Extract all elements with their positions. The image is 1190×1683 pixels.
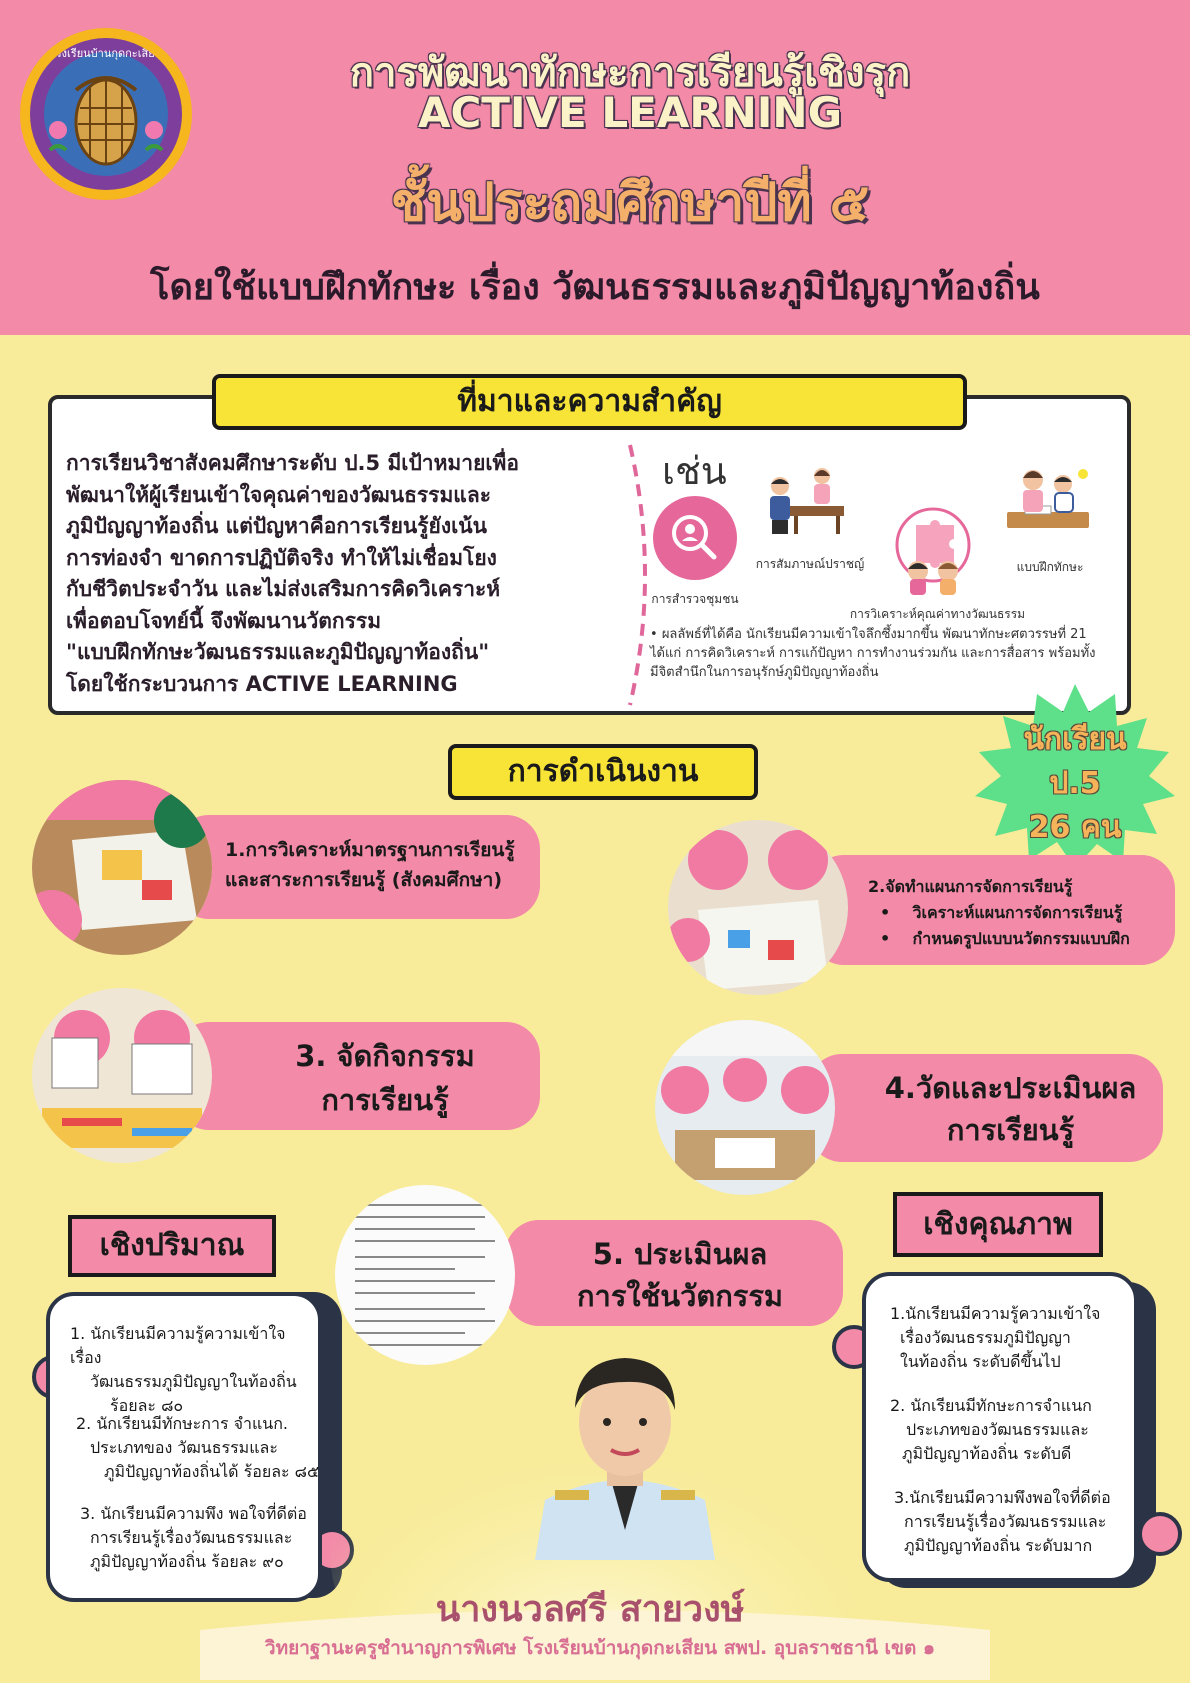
puzzle-icon <box>888 505 978 597</box>
process-section-title: การดำเนินงาน <box>448 744 758 800</box>
item-line: ประเภทของ วัฒนธรรมและ <box>90 1438 278 1457</box>
step-2-bullet: • กำหนดรูปแบบนวัตกรรมแบบฝึก <box>880 929 1130 948</box>
practice-icon <box>1003 462 1093 540</box>
step-2-title: 2.จัดทำแผนการจัดการเรียนรู้ <box>868 877 1073 896</box>
teacher-photo <box>515 1330 735 1560</box>
item-line: ในท้องถิ่น ระดับดีขึ้นไป <box>900 1352 1061 1371</box>
subtitle: โดยใช้แบบฝึกทักษะ เรื่อง วัฒนธรรมและภูมิปัญญาท้องถิ่น <box>150 267 1040 308</box>
example-caption: แบบฝึกทักษะ <box>1016 560 1084 574</box>
quantitative-item <box>80 1502 330 1574</box>
example-practice <box>1003 462 1095 542</box>
background-line: "แบบฝึกทักษะวัฒนธรรมและภูมิปัญญาท้องถิ่น" <box>66 640 490 664</box>
badge-line: 26 คน <box>1028 810 1122 845</box>
result-text: ผลลัพธ์ที่ได้คือ นักเรียนมีความเข้าใจลึกซึ้งมากขึ้น พัฒนาทักษะศตวรรษที่ 21 ได้แก่ การคิดวิเคราะห์ การแก้ปัญหา การทำงานร่วมกัน และการสื่อสาร พร้อมทั้งมีจิตสำนึกในการอนุรักษ์ภูมิปัญญาท้องถิ่น <box>650 627 1096 680</box>
step-5-line-1: 5. ประเมินผล <box>592 1237 768 1271</box>
students-activity-photo <box>32 988 212 1163</box>
qualitative-tab-icon <box>1138 1512 1182 1556</box>
background-line: พัฒนาให้ผู้เรียนเข้าใจคุณค่าของวัฒนธรรมและ <box>66 482 491 507</box>
teacher-position: วิทยาฐานะครูชำนาญการพิเศษ โรงเรียนบ้านกุดกะเสียน สพป. อุบลราชธานี เขต ๑ <box>264 1637 936 1659</box>
students-assessment-photo <box>655 1020 835 1195</box>
step-5-pill <box>505 1220 843 1326</box>
qualitative-item <box>890 1302 1140 1374</box>
title-line-3: ชั้นประถมศึกษาปีที่ ๕ <box>390 173 870 233</box>
background-section-title: ที่มาและความสำคัญ <box>212 374 967 430</box>
title-line-2: ACTIVE LEARNING <box>417 88 843 137</box>
step-2-pill <box>810 855 1175 965</box>
item-line: 1. นักเรียนมีความรู้ความเข้าใจ เรื่อง <box>70 1324 286 1367</box>
quantitative-item <box>70 1322 320 1418</box>
example-community-survey <box>652 495 742 605</box>
step-4-line-1: 4.วัดและประเมินผล <box>884 1071 1137 1105</box>
search-person-icon <box>652 495 738 581</box>
item-line: 2. นักเรียนมีทักษะการ จำแนก. <box>76 1414 289 1433</box>
school-logo-emblem <box>30 38 182 190</box>
badge-line: ป.5 <box>1049 766 1101 801</box>
item-line: 3. นักเรียนมีความพึง พอใจที่ดีต่อ <box>80 1504 307 1523</box>
badge-line: นักเรียน <box>1023 722 1127 757</box>
step-1-line-2: และสาระการเรียนรู้ (สังคมศึกษา) <box>225 869 503 891</box>
example-caption: การวิเคราะห์คุณค่าทางวัฒนธรรม <box>849 607 1026 621</box>
item-line: ภูมิปัญญาท้องถิ่นได้ ร้อยละ ๘๕ <box>104 1462 320 1481</box>
item-line: การเรียนรู้เรื่องวัฒนธรรมและ <box>904 1512 1107 1531</box>
quantitative-item <box>76 1412 326 1484</box>
background-line: โดยใช้กระบวนการ ACTIVE LEARNING <box>66 671 458 696</box>
background-line: การเรียนวิชาสังคมศึกษาระดับ ป.5 มีเป้าหมายเพื่อ <box>66 451 520 475</box>
badge-text <box>985 718 1165 850</box>
students-planning-photo <box>668 820 848 995</box>
step-4-line-2: การเรียนรู้ <box>946 1113 1075 1147</box>
item-line: 1.นักเรียนมีความรู้ความเข้าใจ <box>890 1304 1101 1323</box>
example-culture-analysis <box>888 505 978 600</box>
title-line-1: การพัฒนาทักษะการเรียนรู้เชิงรุก <box>349 50 911 96</box>
quantitative-title: เชิงปริมาณ <box>68 1215 276 1277</box>
teacher-portrait <box>515 1330 735 1560</box>
students-drawing-photo <box>32 780 212 955</box>
qualitative-card <box>862 1272 1138 1582</box>
background-line: กับชีวิตประจำวัน และไม่ส่งเสริมการคิดวิเคราะห์ <box>66 577 501 601</box>
step-4-photo <box>655 1020 835 1195</box>
interview-icon <box>762 462 846 538</box>
item-line: ร้อยละ ๘๐ <box>110 1396 184 1415</box>
item-line: 3.นักเรียนมีความพึงพอใจที่ดีต่อ <box>894 1488 1111 1507</box>
result-bullet <box>650 625 1100 682</box>
step-1-pill <box>175 815 540 919</box>
item-line: เรื่องวัฒนธรรมภูมิปัญญา <box>900 1328 1071 1347</box>
step-3-photo <box>32 988 212 1163</box>
step-5-line-2: การใช้นวัตกรรม <box>576 1279 784 1313</box>
item-line: วัฒนธรรมภูมิปัญญาในท้องถิ่น <box>90 1372 297 1391</box>
qualitative-item <box>890 1394 1140 1466</box>
item-line: ภูมิปัญญาท้องถิ่น ระดับดี <box>902 1444 1072 1463</box>
quantitative-card <box>46 1292 322 1602</box>
background-line: เพื่อตอบโจทย์นี้ จึงพัฒนานวัตกรรม <box>66 608 382 633</box>
step-2-bullet: • วิเคราะห์แผนการจัดการเรียนรู้ <box>880 903 1123 922</box>
item-line: ประเภทของวัฒนธรรมและ <box>906 1420 1089 1439</box>
step-1-photo <box>32 780 212 955</box>
item-line: ภูมิปัญญาท้องถิ่น ร้อยละ ๙๐ <box>90 1552 284 1571</box>
example-label: เช่น <box>662 449 727 493</box>
step-2-bullet-text: วิเคราะห์แผนการจัดการเรียนรู้ <box>912 903 1123 922</box>
background-line: การท่องจำ ขาดการปฏิบัติจริง ทำให้ไม่เชื่อมโยง <box>66 545 497 570</box>
step-4-pill <box>808 1054 1163 1162</box>
item-line: 2. นักเรียนมีทักษะการจำแนก <box>890 1396 1092 1415</box>
logo-school-name: โรงเรียนบ้านกุดกะเสียน <box>49 47 163 60</box>
step-3-line-2: การเรียนรู้ <box>321 1083 449 1117</box>
example-caption: การสำรวจชุมชน <box>651 592 739 606</box>
qualitative-title: เชิงคุณภาพ <box>893 1192 1103 1257</box>
item-line: การเรียนรู้เรื่องวัฒนธรรมและ <box>90 1528 293 1547</box>
step-3-pill <box>175 1022 540 1130</box>
example-interview <box>762 462 852 542</box>
example-caption: การสัมภาษณ์ปราชญ์ <box>755 557 865 571</box>
step-2-photo <box>668 820 848 995</box>
item-line: ภูมิปัญญาท้องถิ่น ระดับมาก <box>904 1536 1093 1555</box>
background-paragraph <box>66 448 606 700</box>
bullet-dot: • <box>650 627 662 642</box>
qualitative-item <box>894 1486 1144 1558</box>
step-1-line-1: 1.การวิเคราะห์มาตรฐานการเรียนรู้ <box>225 839 515 861</box>
step-2-bullet-text: กำหนดรูปแบบนวัตกรรมแบบฝึก <box>912 929 1130 948</box>
step-3-line-1: 3. จัดกิจกรรม <box>295 1039 475 1073</box>
teacher-name: นางนวลศรี สายวงษ์ <box>435 1589 745 1630</box>
background-line: ภูมิปัญญาท้องถิ่น แต่ปัญหาคือการเรียนรู้ยังเน้น <box>66 514 488 538</box>
